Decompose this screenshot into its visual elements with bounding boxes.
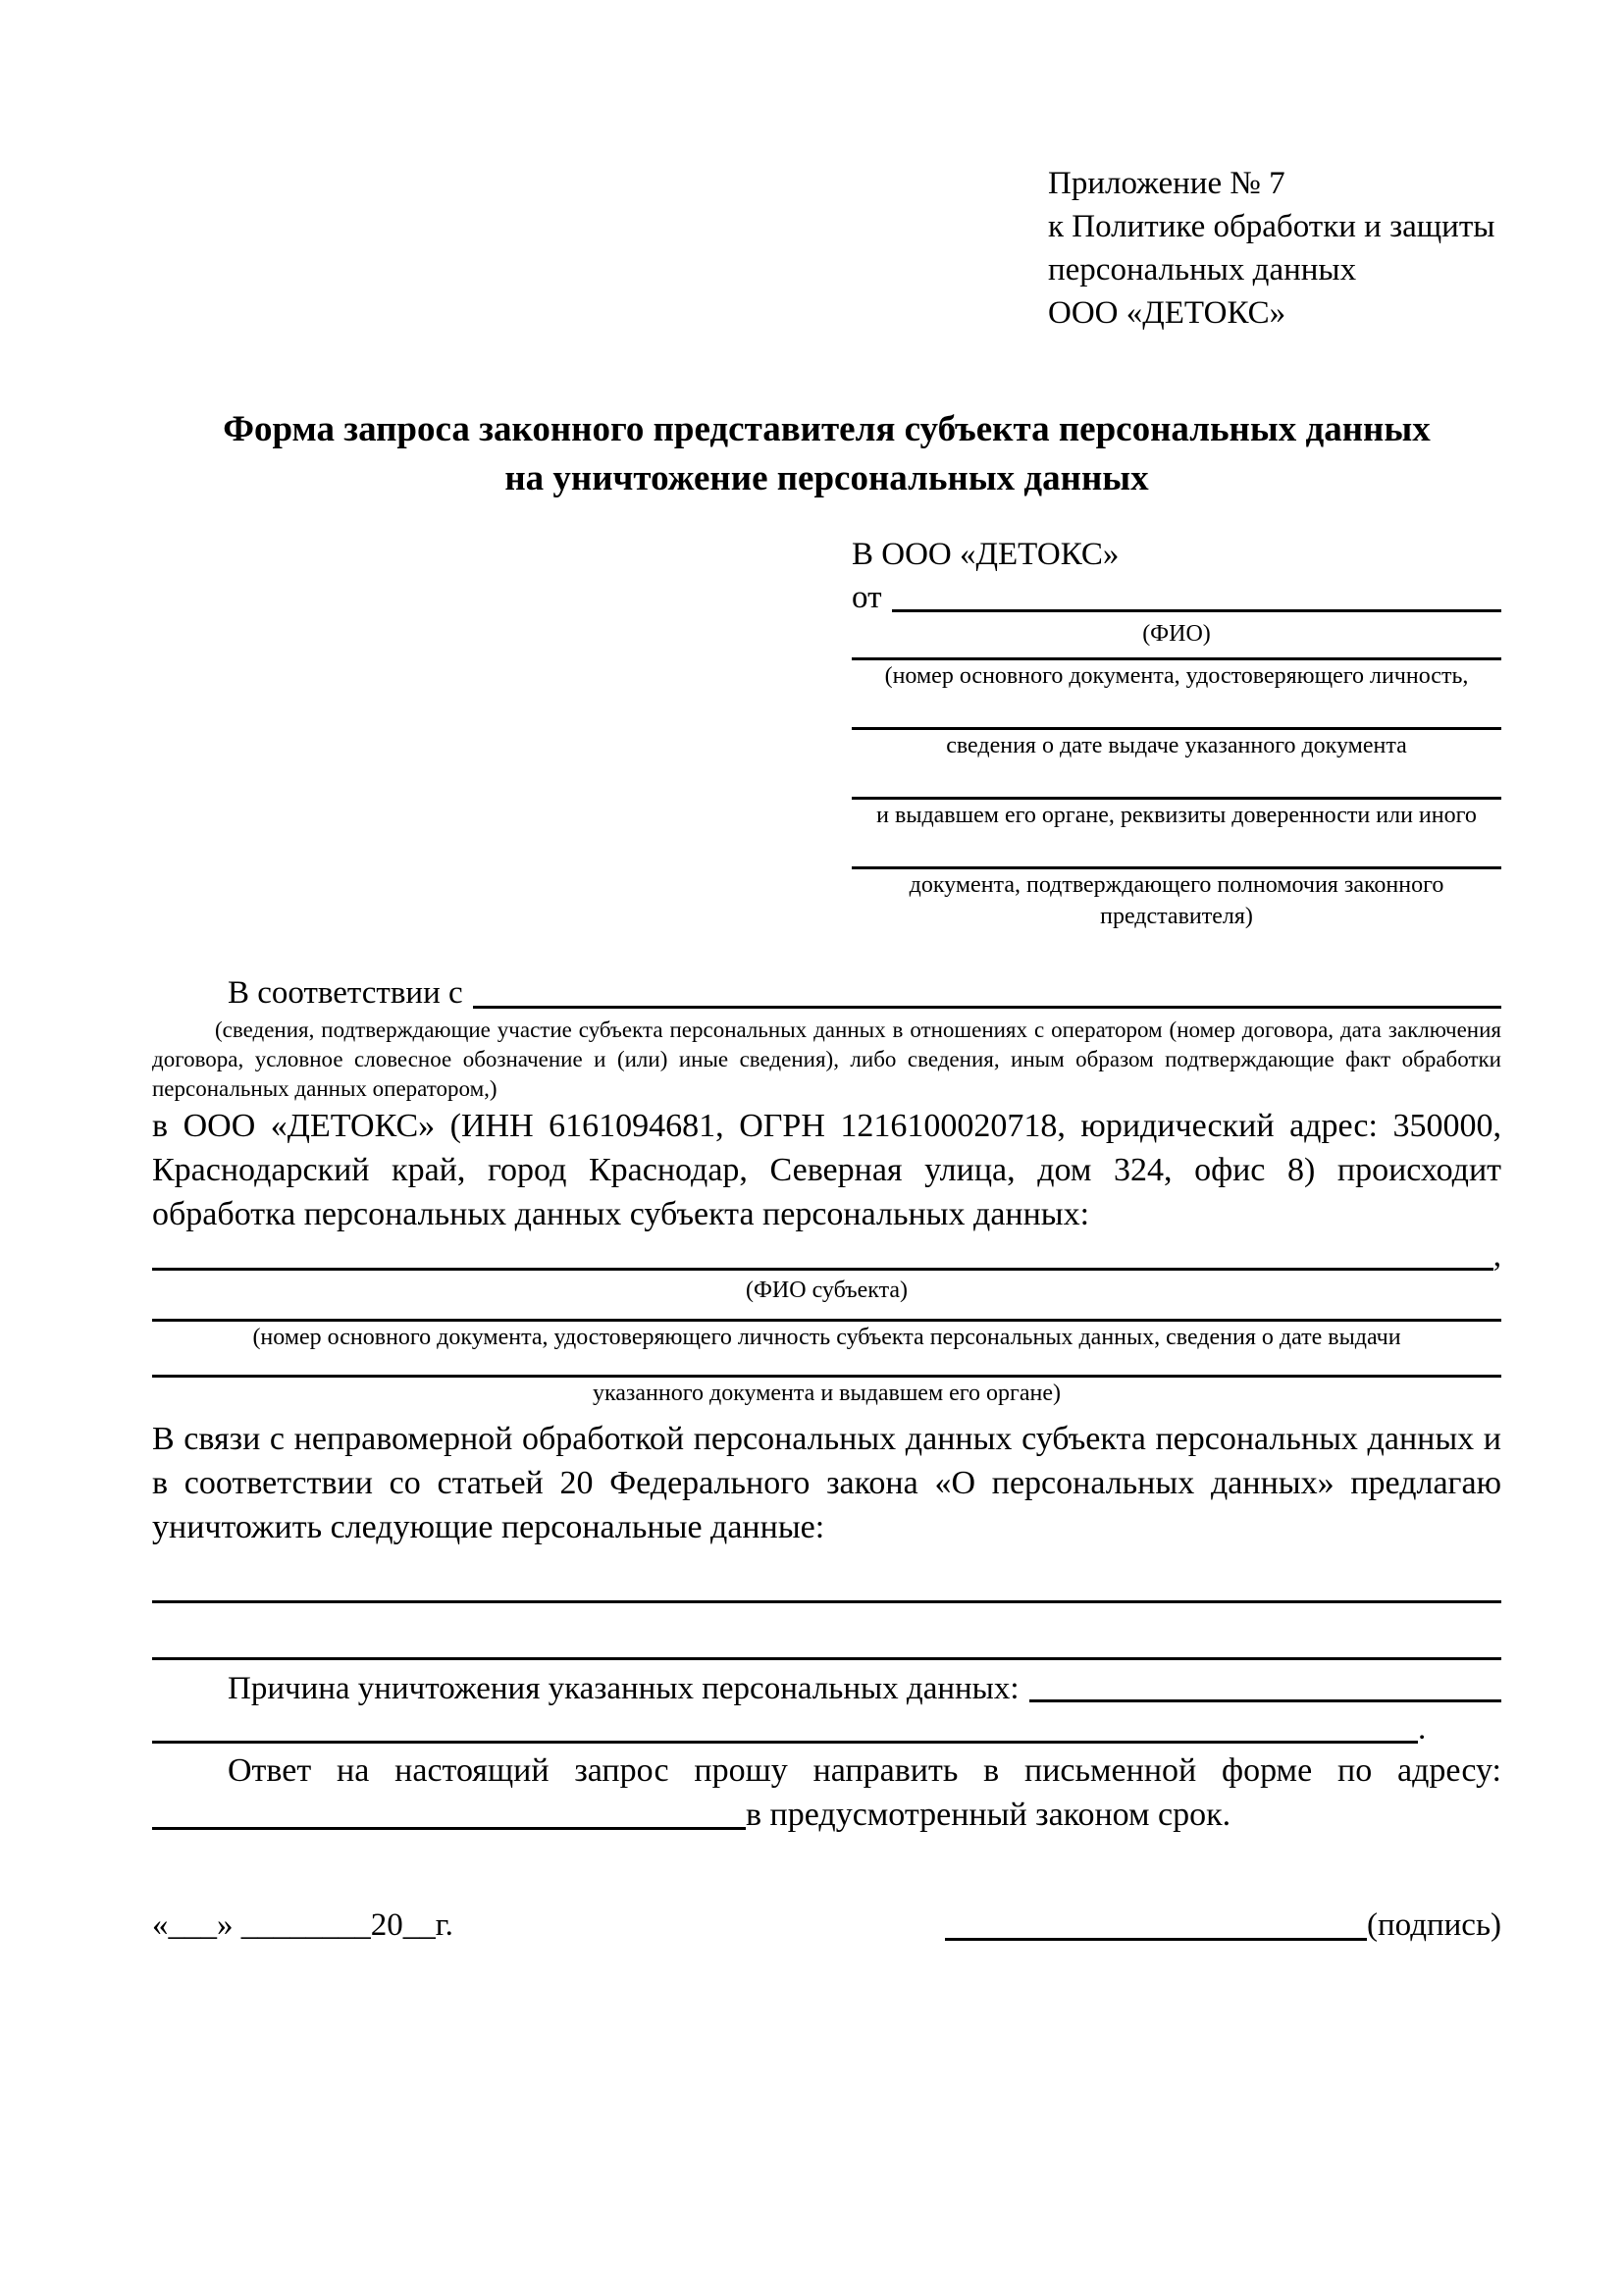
subject-doc-caption-2: указанного документа и выдавшем его органе) [592,1381,1062,1406]
appendix-line: к Политике обработки и защиты [1048,209,1495,244]
request-paragraph: В связи с неправомерной обработкой персональных данных субъекта персональных данных и в соответствии со статьей 20 Федерального закона «О персональных данных» предлагаю уничтожить следующие персональные данные: [152,1421,1501,1545]
document-title [152,405,1501,503]
signature-group [945,1904,1501,1948]
appendix-line: ООО «ДЕТОКС» [1048,295,1286,331]
reply-tail-row [152,1793,1501,1837]
fio-caption: (ФИО) [1142,621,1211,647]
operator-paragraph: в ООО «ДЕТОКС» (ИНН 6161094681, ОГРН 1216100020718, юридический адрес: 350000, Краснодарский край, город Краснодар, Северная улица, дом 324, офис 8) происходит обработка персональных данных субъекта персональных данных: [152,1108,1501,1232]
reason-row [152,1668,1501,1709]
subject-fio-blank-field [152,1236,1493,1271]
appendix-line: Приложение № 7 [1048,166,1285,201]
paragraph-indent [152,971,228,1016]
issue-date-field [852,727,1501,761]
trailing-comma: , [1492,1238,1501,1274]
trailing-period: . [1418,1711,1427,1747]
reply-lead: Ответ на настоящий запрос прошу направить в письменной форме по адресу: [228,1752,1501,1789]
reason-blank-field-2 [152,1709,1418,1744]
address-blank-field [152,1793,746,1830]
reason-blank-field [1029,1668,1501,1702]
identity-doc-caption: (номер основного документа, удостоверяющего личность, [884,663,1469,689]
representative-authority-field [852,866,1501,932]
reason-continuation-row [152,1709,1501,1748]
footer-row [152,1904,1501,1948]
data-blank-field-2 [152,1657,1501,1660]
subject-doc-field [152,1319,1501,1353]
reason-label: Причина уничтожения указанных персональных данных: [228,1671,1020,1706]
issuing-authority-field [852,797,1501,831]
signature-blank-field [945,1904,1367,1941]
subject-doc-caption-1: (номер основного документа, удостоверяющего личность субъекта персональных данных, сведения о дате выдачи [252,1325,1401,1350]
subject-fio-row [152,1236,1501,1276]
title-line-2: на уничтожение персональных данных [504,458,1149,498]
from-label: от [852,580,882,615]
from-row [852,576,1501,619]
title-line-1: Форма запроса законного представителя субъекта персональных данных [223,409,1431,449]
date-blank: «___» ________20__г. [152,1907,453,1943]
issuing-authority-caption: и выдавшем его органе, реквизиты доверенности или иного [876,803,1477,828]
accordance-blank-field [473,971,1501,1009]
accordance-lead: В соответствии с [228,975,463,1011]
subject-doc-issuer-field [152,1375,1501,1409]
representative-authority-caption: документа, подтверждающего полномочия законного представителя) [909,872,1444,929]
reply-tail: в предусмотренный законом срок. [746,1797,1231,1833]
subject-fio-caption: (ФИО субъекта) [745,1278,909,1303]
fio-blank-field [892,576,1502,612]
addressee-block [852,533,1501,932]
signature-caption: (подпись) [1367,1907,1501,1943]
paragraph-indent [152,1668,228,1709]
appendix-line: персональных данных [1048,252,1357,287]
addressee-to: В ООО «ДЕТОКС» [852,537,1120,572]
accordance-note: (сведения, подтверждающие участие субъекта персональных данных в отношениях с оператором (номер договора, дата заключения договора, условное словесное обозначение и (или) иные сведения), либо сведения, иным образом подтверждающие факт обработки персональных данных оператором,) [152,1018,1501,1101]
accordance-row [152,971,1501,1016]
issue-date-caption: сведения о дате выдаче указанного документа [946,733,1407,758]
data-blank-field-1 [152,1600,1501,1603]
identity-doc-field [852,657,1501,692]
appendix-header [1048,162,1501,335]
